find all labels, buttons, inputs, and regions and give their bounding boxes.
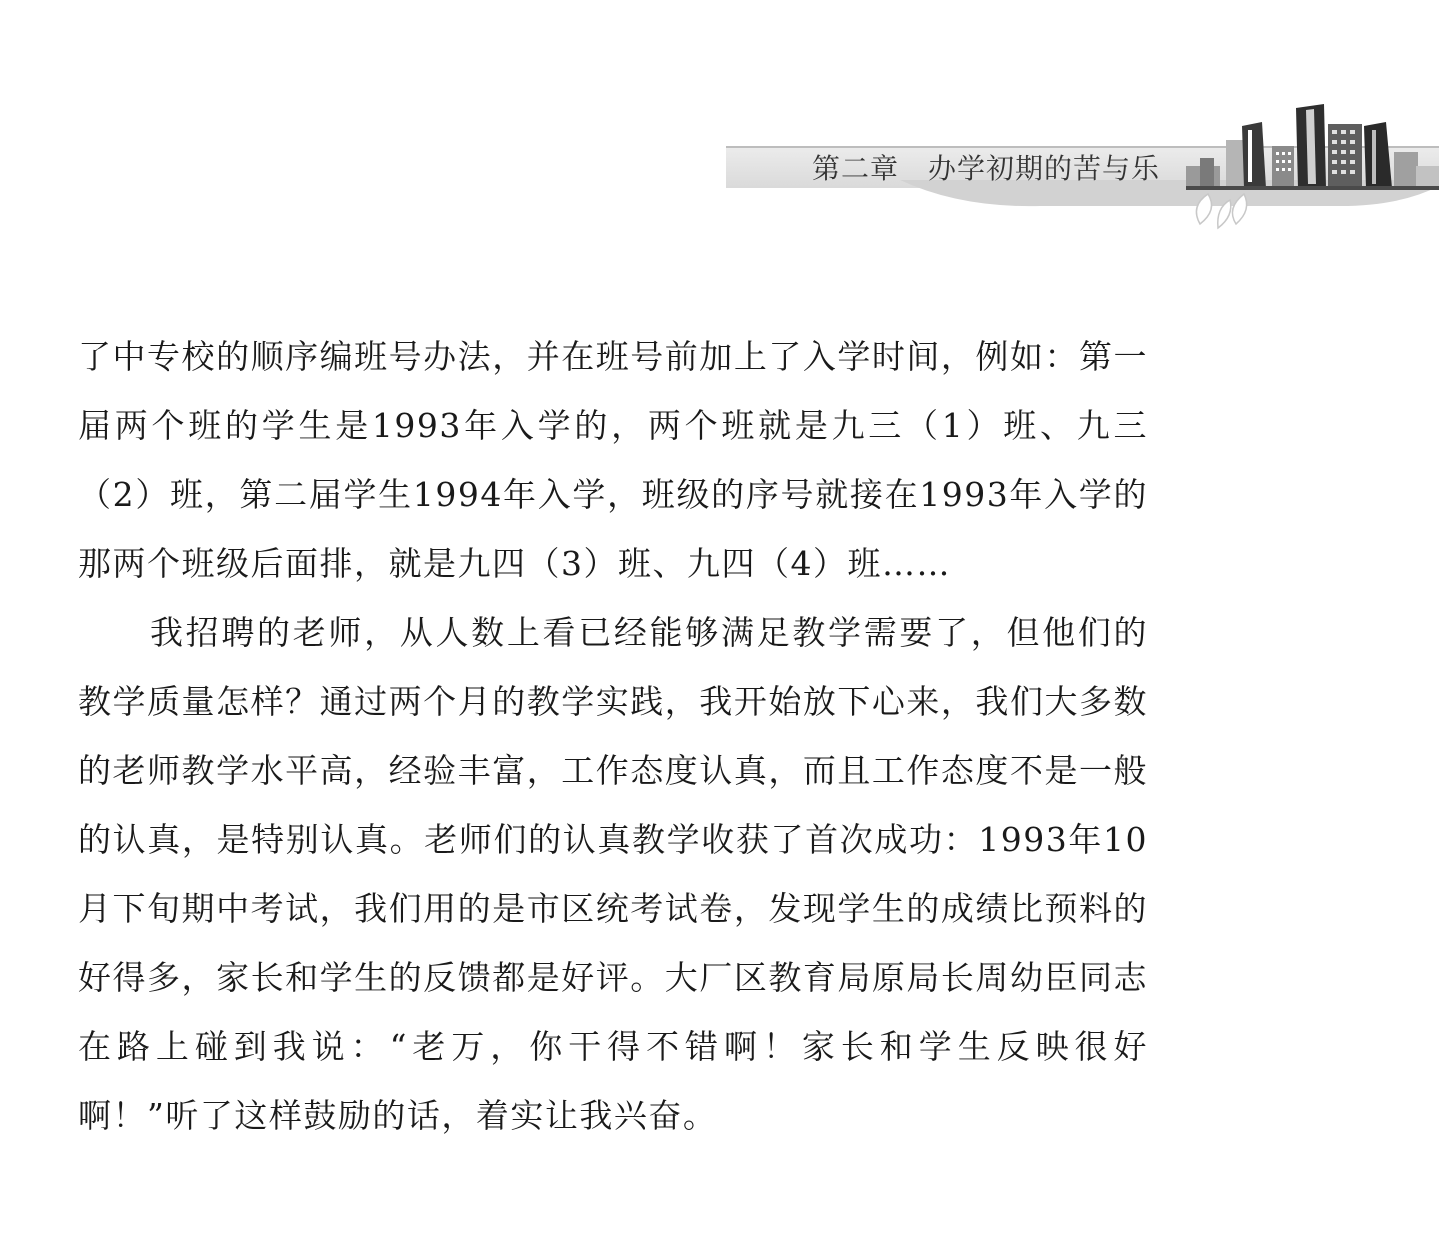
city-skyline-icon [1186, 100, 1439, 192]
running-header-title [812, 150, 1160, 188]
page-body [78, 322, 1148, 1150]
chapter-label: 第二章 [812, 152, 900, 185]
body-paragraph-2: 我招聘的老师，从人数上看已经能够满足教学需要了，但他们的教学质量怎样？通过两个月的教学实践，我开始放下心来，我们大多数的老师教学水平高，经验丰富，工作态度认真，而且工作态度不是一般的认真，是特别认真。老师们的认真教学收获了首次成功：1993年10月下旬期中考试，我们用的是市区统考试卷，发现学生的成绩比预料的好得多，家长和学生的反馈都是好评。大厂区教育局原局长周幼臣同志在路上碰到我说：“老万，你干得不错啊！家长和学生反映很好啊！”听了这样鼓励的话，着实让我兴奋。 [78, 613, 1148, 1135]
chapter-title: 办学初期的苦与乐 [928, 152, 1161, 185]
body-paragraph-1: 了中专校的顺序编班号办法，并在班号前加上了入学时间，例如：第一届两个班的学生是1993年入学的，两个班就是九三（1）班、九三（2）班，第二届学生1994年入学，班级的序号就接在1993年入学的那两个班级后面排，就是九四（3）班、九四（4）班…… [78, 337, 1148, 583]
